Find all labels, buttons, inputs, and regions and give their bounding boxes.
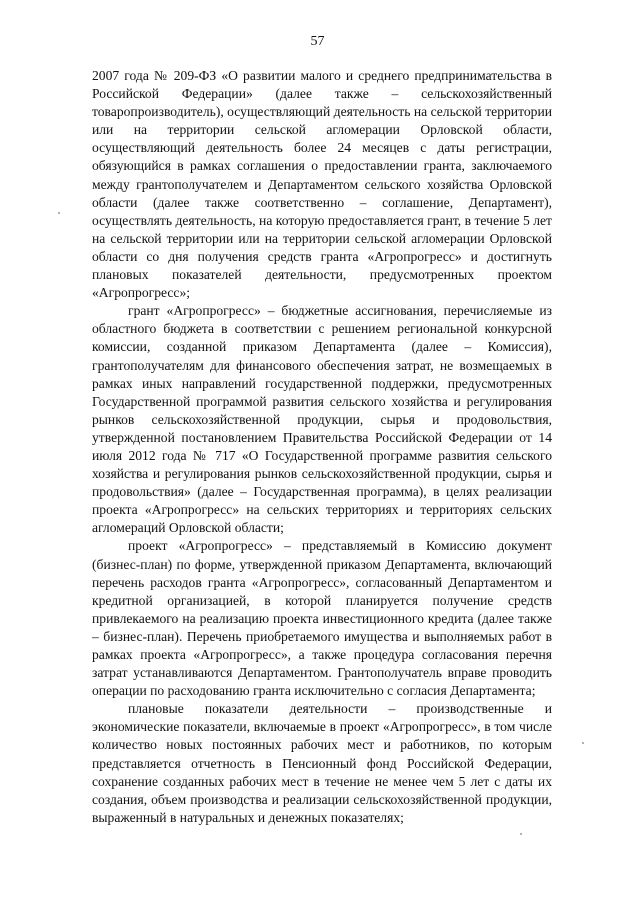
scan-speck [58,212,60,214]
scan-speck [582,742,584,744]
paragraph-grant-definition: грант «Агропрогресс» – бюджетные ассигнования, перечисляемые из областного бюджета в соответствии с решением региональной конкурсной комиссии, созданной приказом Департамента (далее – Комиссия), грантополучателям для финансового обеспечения затрат, не возмещаемых в рамках иных направлений государственной поддержки, предусмотренных Государственной программой развития сельского хозяйства и регулирования рынков сельскохозяйственной продукции, сырья и продовольствия, утвержденной постановлением Правительства Российской Федерации от 14 июля 2012 года № 717 «О Государственной программе развития сельского хозяйства и регулирования рынков сельскохозяйственной продукции, сырья и продовольствия» (далее – Государственная программа), в целях реализации проекта «Агропрогресс» на сельских территориях и территориях сельских агломераций Орловской области; [92,303,552,536]
scan-speck [520,833,522,835]
document-body [92,67,552,827]
paragraph-planned-indicators: плановые показатели деятельности – производственные и экономические показатели, включаемые в проект «Агропрогресс», в том числе количество новых постоянных рабочих мест и работников, по которым представляется отчетность в Пенсионный фонд Российской Федерации, сохранение созданных рабочих мест в течение не менее чем 5 лет с даты их создания, объем производства и реализации сельскохозяйственной продукции, выраженный в натуральных и денежных показателях; [92,701,552,825]
page-number: 57 [310,34,325,49]
paragraph-continuation: 2007 года № 209-ФЗ «О развитии малого и среднего предпринимательства в Российской Федерации» (далее также – сельскохозяйственный товаропроизводитель), осуществляющий деятельность на сельской территории или на территории сельской агломерации Орловской области, осуществляющий деятельность более 24 месяцев с даты регистрации, обязующийся в рамках соглашения о предоставлении гранта, заключаемого между грантополучателем и Департаментом сельского хозяйства Орловской области (далее также соответственно – соглашение, Департамент), осуществлять деятельность, на которую предоставляется грант, в течение 5 лет на сельской территории или на территории сельской агломерации Орловской области со дня получения средств гранта «Агропрогресс» и достигнуть плановых показателей деятельности, предусмотренных проектом «Агропрогресс»; [92,68,552,301]
paragraph-project-definition: проект «Агропрогресс» – представляемый в Комиссию документ (бизнес-план) по форме, утвержденной приказом Департамента, включающий перечень расходов гранта «Агропрогресс», согласованный Департаментом и кредитной организацией, в которой планируется получение средств привлекаемого на реализацию проекта инвестиционного кредита (далее также – бизнес-план). Перечень приобретаемого имущества и выполняемых работ в рамках проекта «Агропрогресс», а также процедура согласования перечня затрат устанавливаются Департаментом. Грантополучатель вправе проводить операции по расходованию гранта исключительно с согласия Департамента; [92,538,552,699]
